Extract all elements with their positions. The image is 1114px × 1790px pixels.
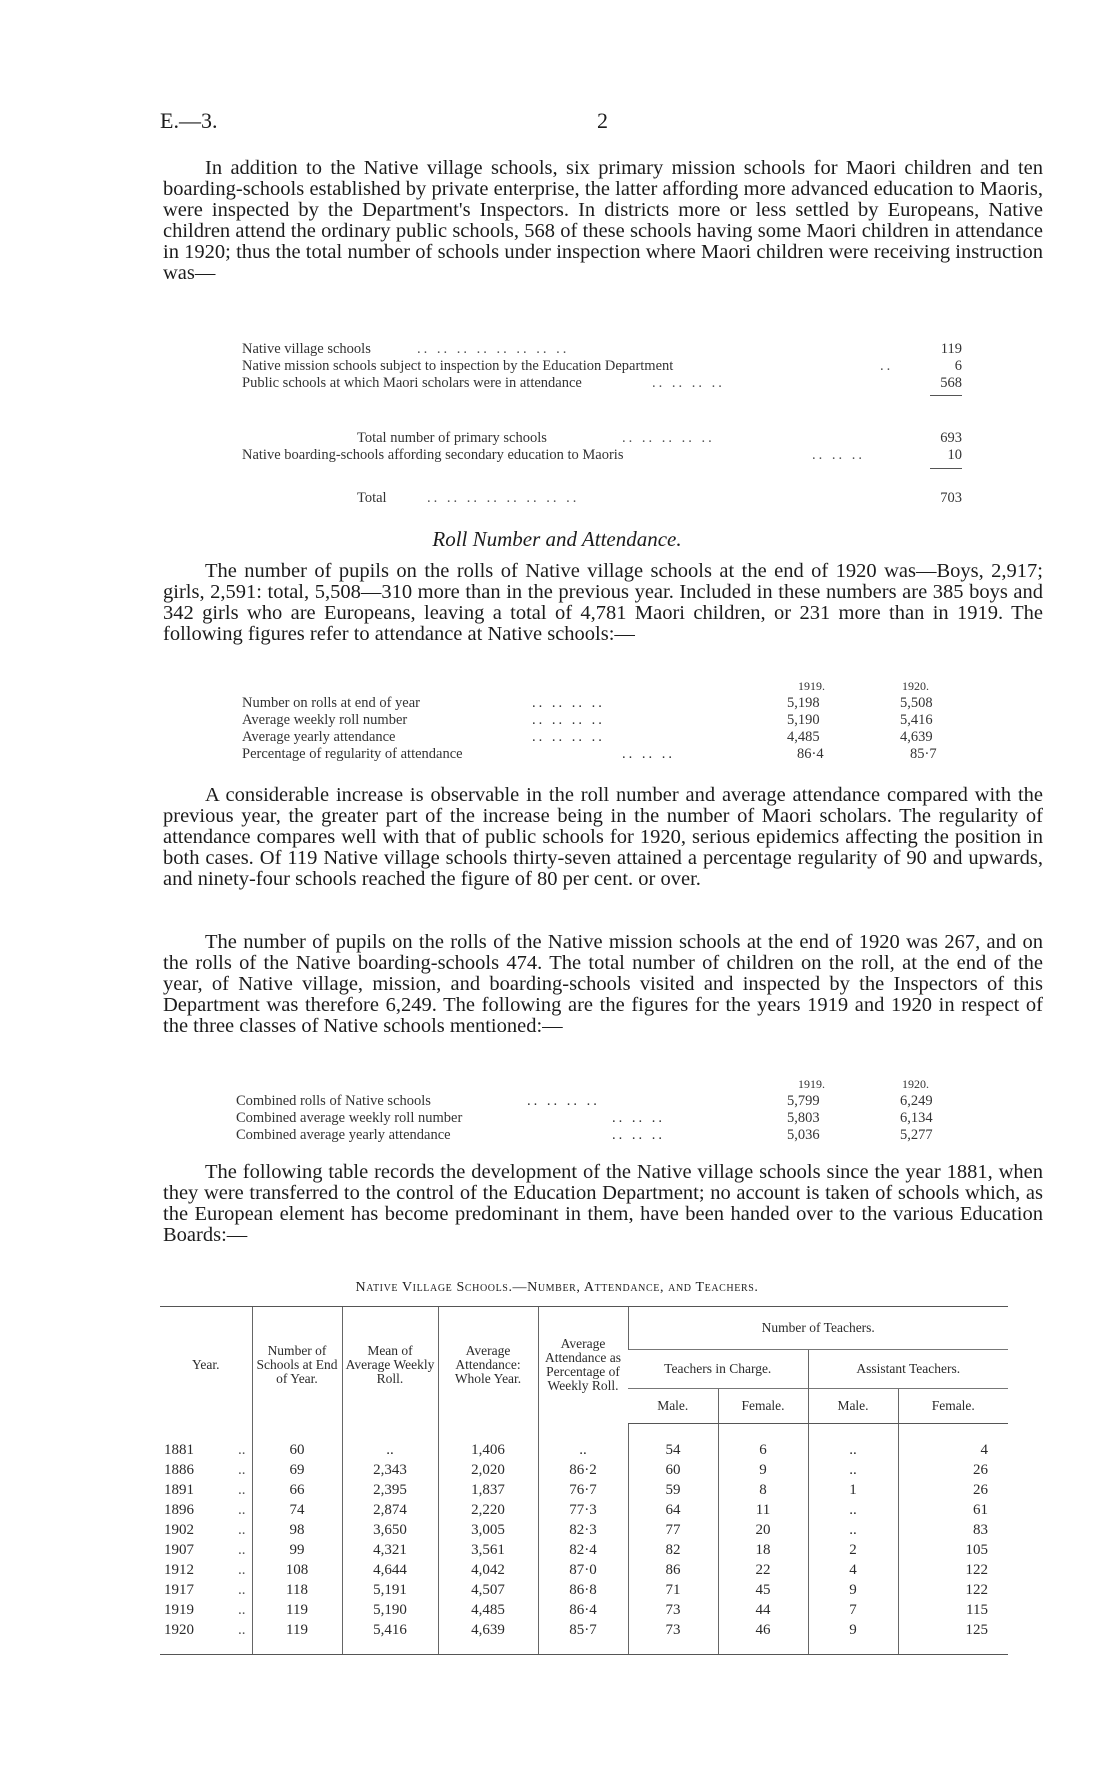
header-female: Female. — [718, 1389, 808, 1424]
paragraph-mission: The number of pupils on the rolls of the Native mission schools at the end of 1920 was 267, and on the rolls of the Native boarding-schools 474. The total number of children on the roll, at the end of the year, of Native village, mission, and boarding-schools visited and inspected by the Inspectors of this Department was therefore 6,249. The following are the figures for the years 1919 and 1920 in respect of the three classes of Native schools mentioned:— — [163, 931, 1043, 1037]
page-header — [160, 108, 964, 138]
paragraph-table-intro: The following table records the development of the Native village schools since the year 1881, when they were transferred to the control of the Education Department; no account is taken of schools which, as the European element has become predominant in them, have been handed over to the various Education Boards:— — [163, 1161, 1043, 1246]
table-row: 1919 .. 119 5,190 4,485 86·4 73 44 7 115 — [160, 1600, 1008, 1620]
list-item: Combined rolls of Native schools .. .. .. .. 5,799 6,249 — [236, 1093, 933, 1109]
table-row: 1891 .. 66 2,395 1,837 76·7 59 8 1 26 — [160, 1480, 1008, 1500]
list-item: Native boarding-schools affording secondary education to Maoris .. .. .. 10 — [242, 447, 962, 463]
list-item: Average weekly roll number .. .. .. .. 5,190 5,416 — [242, 712, 933, 728]
list-item: Percentage of regularity of attendance .. .. .. 86·4 85·7 — [242, 746, 937, 762]
header-mean-roll: Mean of Average Weekly Roll. — [342, 1307, 438, 1424]
combined-comparison — [236, 1076, 962, 1144]
table-row: 1920 .. 119 5,416 4,639 85·7 73 46 9 125 — [160, 1620, 1008, 1655]
header-average-attendance: Average Attendance: Whole Year. — [438, 1307, 538, 1424]
table-row: 1902 .. 98 3,650 3,005 82·3 77 20 .. 83 — [160, 1520, 1008, 1540]
header-in-charge: Teachers in Charge. — [628, 1350, 808, 1389]
schools-list — [242, 341, 962, 392]
schools-total — [242, 490, 962, 507]
header-male: Male. — [808, 1389, 898, 1424]
sum-rule — [930, 468, 962, 469]
header-teachers: Number of Teachers. — [628, 1307, 1008, 1350]
table-row: 1896 .. 74 2,874 2,220 77·3 64 11 .. 61 — [160, 1500, 1008, 1520]
list-item: Total number of primary schools .. .. .. .. .. 693 — [357, 430, 962, 446]
schools-subtotals — [242, 430, 962, 464]
list-item: Native village schools .. .. .. .. .. .. .. .. 119 — [242, 341, 962, 357]
document-reference: E.—3. — [160, 108, 218, 133]
list-item: Combined average yearly attendance .. .. .. 5,036 5,277 — [236, 1127, 933, 1143]
table-row: 1886 .. 69 2,343 2,020 86·2 60 9 .. 26 — [160, 1460, 1008, 1480]
column-headers: 1919. 1920. — [798, 1077, 929, 1091]
page-number: 2 — [597, 108, 608, 133]
header-year: Year. — [160, 1307, 252, 1424]
header-percentage: Average Attendance as Percentage of Weekly Roll. — [538, 1307, 628, 1424]
section-heading: Roll Number and Attendance. — [432, 527, 682, 551]
paragraph-intro: In addition to the Native village schools, six primary mission schools for Maori children and ten boarding-schools established by private enterprise, the latter affording more advanced education to Maoris, were inspected by the Department's Inspectors. In districts more or less settled by Europeans, Native children attend the ordinary public schools, 568 of these schools having some Maori children in attendance in 1920; thus the total number of schools under inspection where Maori children were receiving instruction was— — [163, 157, 1043, 284]
paragraph-increase: A considerable increase is observable in the roll number and average attendance compared with the previous year, the greater part of the increase being in the number of Maori scholars. The regularity of attendance compares well with that of public schools for 1920, serious epidemics affecting the position in both cases. Of 119 Native village schools thirty-seven attained a percentage regularity of 90 and upwards, and ninety-four schools reached the figure of 80 per cent. or over. — [163, 784, 1043, 890]
paragraph-roll: The number of pupils on the rolls of Native village schools at the end of 1920 was—Boys, 2,917; girls, 2,591: total, 5,508—310 more than in the previous year. Included in these numbers are 385 boys and 342 girls who are Europeans, leaving a total of 4,781 Maori children, or 231 more than in 1919. The following figures refer to attendance at Native schools:— — [163, 560, 1043, 645]
list-item: Native mission schools subject to inspection by the Education Department .. 6 — [242, 358, 962, 374]
list-item: Average yearly attendance .. .. .. .. 4,485 4,639 — [242, 729, 933, 745]
attendance-comparison — [242, 678, 962, 763]
header-female: Female. — [898, 1389, 1008, 1424]
list-item: Total .. .. .. .. .. .. .. .. 703 — [357, 490, 962, 506]
sum-rule — [930, 395, 962, 396]
header-schools: Number of Schools at End of Year. — [252, 1307, 342, 1424]
table-row: 1912 .. 108 4,644 4,042 87·0 86 22 4 122 — [160, 1560, 1008, 1580]
table-title: Native Village Schools.—Number, Attendance, and Teachers. — [355, 1280, 759, 1295]
column-headers: 1919. 1920. — [798, 679, 929, 693]
header-male: Male. — [628, 1389, 718, 1424]
table-row: 1881 .. 60 .. 1,406 .. 54 6 .. 4 — [160, 1424, 1008, 1461]
native-schools-table — [160, 1306, 1008, 1655]
list-item: Public schools at which Maori scholars were in attendance .. .. .. .. 568 — [242, 375, 962, 391]
table-row: 1907 .. 99 4,321 3,561 82·4 82 18 2 105 — [160, 1540, 1008, 1560]
list-item: Combined average weekly roll number .. .. .. 5,803 6,134 — [236, 1110, 933, 1126]
list-item: Number on rolls at end of year .. .. .. .. 5,198 5,508 — [242, 695, 933, 711]
header-assistant: Assistant Teachers. — [808, 1350, 1008, 1389]
table-row: 1917 .. 118 5,191 4,507 86·8 71 45 9 122 — [160, 1580, 1008, 1600]
